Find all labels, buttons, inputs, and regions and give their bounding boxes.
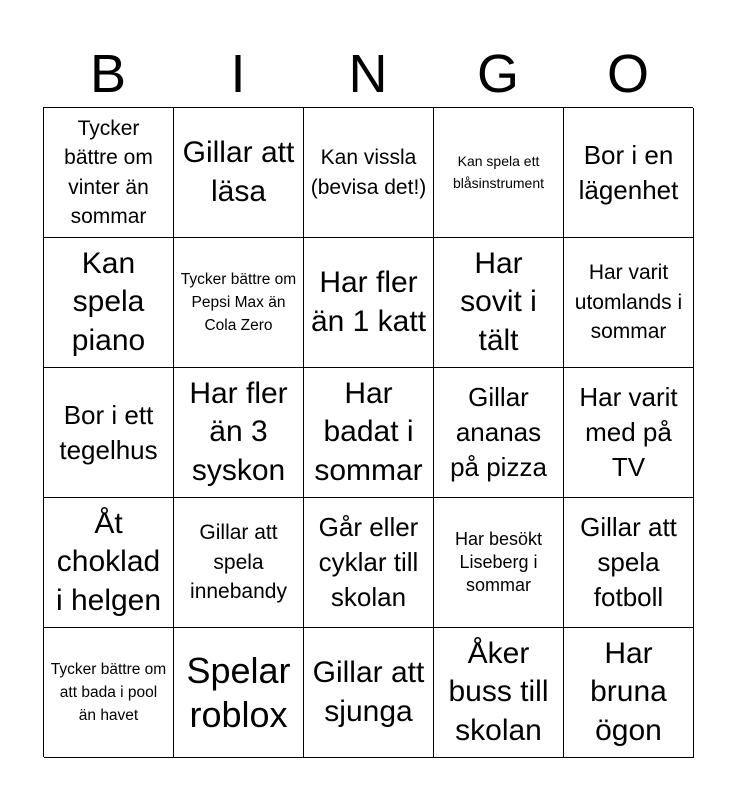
header-letter-o: O [606, 44, 649, 104]
cell-text: Har bruna ögon [590, 637, 667, 747]
cell-text: Kan spela ett blåsinstrument [452, 152, 545, 191]
bingo-cell[interactable] [44, 628, 174, 758]
bingo-cell[interactable] [564, 628, 694, 758]
cell-text: Har fler än 1 katt [310, 266, 427, 338]
bingo-cell[interactable] [44, 108, 174, 238]
bingo-cell[interactable] [174, 498, 304, 628]
cell-text: Har besökt Liseberg i sommar [454, 528, 543, 596]
cell-text: Tycker bättre om vinter än sommar [64, 116, 153, 228]
bingo-cell[interactable] [304, 628, 434, 758]
bingo-cell[interactable] [434, 498, 564, 628]
bingo-cell[interactable] [174, 628, 304, 758]
bingo-cell[interactable] [304, 108, 434, 238]
cell-text: Har varit utomlands i sommar [574, 261, 683, 344]
bingo-cell[interactable] [174, 238, 304, 368]
bingo-cell[interactable] [44, 238, 174, 368]
bingo-cell[interactable] [564, 108, 694, 238]
bingo-cell[interactable] [304, 498, 434, 628]
bingo-grid [43, 107, 693, 757]
bingo-cell[interactable] [434, 238, 564, 368]
cell-text: Gillar att spela innebandy [190, 521, 287, 604]
bingo-cell[interactable] [434, 368, 564, 498]
bingo-cell[interactable] [304, 238, 434, 368]
header-letter-g: G [476, 44, 519, 104]
cell-text: Kan vissla (bevisa det!) [310, 146, 427, 199]
bingo-cell[interactable] [174, 368, 304, 498]
cell-text: Bor i ett tegelhus [59, 399, 158, 465]
header-letter-n: N [348, 44, 388, 104]
cell-text: Har badat i sommar [314, 377, 423, 487]
cell-text: Har fler än 3 syskon [189, 377, 288, 487]
cell-text: Spelar roblox [186, 649, 291, 735]
bingo-cell[interactable] [304, 368, 434, 498]
cell-text: Har sovit i tält [460, 247, 537, 357]
header-letter-b: B [89, 44, 127, 104]
bingo-cell[interactable] [44, 498, 174, 628]
cell-text: Gillar att sjunga [312, 656, 425, 728]
cell-text: Gillar att läsa [182, 136, 295, 208]
bingo-cell[interactable] [434, 628, 564, 758]
cell-text: Gillar ananas på pizza [450, 382, 547, 482]
cell-text: Kan spela piano [71, 247, 146, 357]
cell-text: Bor i en lägenhet [578, 139, 679, 205]
cell-text: Tycker bättre om Pepsi Max än Cola Zero [180, 270, 297, 335]
bingo-cell[interactable] [44, 368, 174, 498]
bingo-cell[interactable] [434, 108, 564, 238]
cell-text: Gillar att spela fotboll [580, 512, 677, 612]
cell-text: Åt choklad i helgen [55, 507, 162, 617]
bingo-cell[interactable] [174, 108, 304, 238]
bingo-cell[interactable] [564, 238, 694, 368]
bingo-cell[interactable] [564, 368, 694, 498]
header-letter-i: I [230, 44, 246, 104]
bingo-cell[interactable] [564, 498, 694, 628]
cell-text: Tycker bättre om att bada i pool än havet [50, 660, 167, 725]
bingo-header [43, 40, 693, 108]
cell-text: Går eller cyklar till skolan [318, 512, 419, 612]
cell-text: Har varit med på TV [579, 382, 678, 482]
cell-text: Åker buss till skolan [448, 637, 549, 747]
